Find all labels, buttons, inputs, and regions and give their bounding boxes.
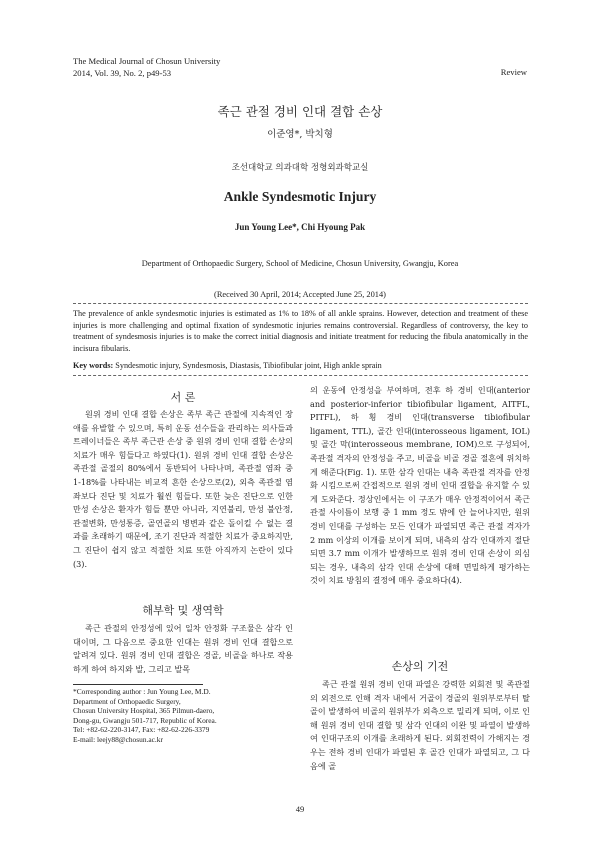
section-title-mechanism: 손상의 기전 (391, 660, 449, 673)
journal-name: The Medical Journal of Chosun University (73, 56, 221, 66)
footnote-line: Department of Orthopaedic Surgery, (73, 696, 181, 706)
article-type: Review (500, 67, 527, 77)
footnote-line: Chosun University Hospital, 365 Pilmun-daero, (73, 706, 215, 716)
footnote-line: *Corresponding author : Jun Young Lee, M.D. (73, 687, 211, 696)
divider-top (73, 303, 528, 304)
divider-bottom (73, 375, 528, 376)
anatomy-paragraph-cont: 의 운동에 안정성을 부여하며, 전후 하 경비 인대(anterior and posterior-inferior tibiofibular ligament, AITFL, PITFL), 하 횡 경비 인대(transverse tibiofibular ligament, TTL), 골간 인대(interosseous ligament, IOL) 및 골간 막(interosseous membrane, IOM)으로 구성되어, 족관절 격자의 안정성을 주고, 비골을 비골 경골 절흔에 위치하게 해준다(Fig. 1). 또한 삼각 인대는 내측 족관절 격자를 안정화 시킴으로써 간접적으로 원위 경비 인대 결합을 유지할 수 있게 도와준다. 정상인에서는 이 구조가 매우 안정적이어서 족근 관절 사이틈이 보행 중 1 mm 정도 밖에 안 늘어나지만, 원위 경비 인대를 구성하는 모든 인대가 파열되면 족근 관절 격자가 2 mm 이상의 이개를 보이게 되며, 내측의 삼각 인대까지 절단되면 3.7 mm 이개가 발생하므로 원위 경비 인대 손상이 의심되는 경우, 내측의 삼각 인대 손상에 대해 면밀하게 평가하는 것이 치료 방침의 결정에 매우 중요하다(4). (310, 385, 530, 586)
anatomy-body (73, 622, 293, 676)
english-authors: Jun Young Lee*, Chi Hyoung Pak (234, 222, 366, 232)
received-date: (Received 30 April, 2014; Accepted June 25, 2014) (214, 290, 386, 299)
footnote-line: Dong-gu, Gwangju 501-717, Republic of Korea. (73, 715, 217, 725)
intro-paragraph: 원위 경비 인대 결합 손상은 족부 족근 관절에 지속적인 장애를 유발할 수 있으며, 특히 운동 선수들을 관리하는 의사들과 트레이너들은 족부 족근관 손상 중 원위 경비 인대 결합 손상의 치료가 매우 힘들다고 하였다(1). 원위 경비 인대 결합 손상은 족관절 골절의 80%에서 동반되어 나타나며, 족관절 염좌 중 1-18%를 나타내는 비교적 흔한 손상으로(2), 외측 족관절 염좌보다 진단 및 치료가 훨씬 힘들다. 또한 늦은 진단으로 인한 만성 손상은 환자가 힘들 뿐만 아니라, 지연불리, 만성 불안정, 관절변화, 만성통증, 골연골의 병변과 같은 돌이킬 수 없는 결과를 초래하기 때문에, 조기 진단과 적절한 치료가 중요하지만, 그 진단이 쉽지 않고 적절한 치료 또한 아직까지 논란이 있다(3). (73, 409, 293, 569)
korean-title: 족근 관절 경비 인대 결합 손상 (217, 104, 383, 119)
journal-header (73, 55, 220, 79)
english-affiliation: Department of Orthopaedic Surgery, School of Medicine, Chosun University, Gwangju, Korea (141, 259, 459, 268)
mechanism-paragraph: 족근 관절 원위 경비 인대 파열은 강력한 외회전 및 족관절의 외전으로 인해 격자 내에서 거골이 경골의 원위부로부터 탈골이 발생하여 비골의 원위부가 외측으로 밀리게 되며, 이로 인해 원위 경비 인대 결합 및 삼각 인대의 이완 및 파열이 발생하여 인대구조의 이개를 초래하게 된다. 외회전력이 가해지는 경우는 전하 경비 인대가 파열된 후 골간 인대가 파열되고, 그 다음에 골 (310, 679, 530, 771)
footnote-line: Tel: +82-62-220-3147, Fax: +82-62-226-3379 (73, 725, 210, 735)
footnote (73, 687, 293, 745)
section-title-anatomy: 해부학 및 생역학 (142, 604, 224, 617)
page-number: 49 (295, 804, 305, 814)
journal-volume: 2014, Vol. 39, No. 2, p49-53 (73, 68, 172, 78)
keywords-text: Syndesmotic injury, Syndesmosis, Diastasis, Tibiofibular joint, High ankle sprain (115, 361, 382, 370)
keywords (73, 361, 528, 370)
abstract: The prevalence of ankle syndesmotic injuries is estimated as 1% to 18% of all ankle sprains. However, detection and treatment of these injuries is more challenging and optimal fixation of syndesmotic injuries remains controversial. Regardless of controversy, the key to treatment of syndesmosis injuries is to make the correct initial diagnosis and initiate treatment for reducing the fibula anatomically in the incisura fibularis. (73, 309, 528, 353)
intro-body (73, 408, 293, 571)
right-column-body (310, 384, 530, 588)
mechanism-body (310, 678, 530, 773)
footnote-rule (73, 684, 203, 685)
english-title: Ankle Syndesmotic Injury (223, 189, 377, 204)
anatomy-paragraph: 족근 관절의 안정성에 있어 일차 안정화 구조물은 삼각 인대이며, 그 다음으로 중요한 인대는 원위 경비 인대 결합으로 알려져 있다. 원위 경비 인대 결합은 경골, 비골을 하나로 작용하게 하여 하지와 발, 그리고 발목 (73, 623, 293, 674)
section-title-intro: 서 론 (170, 391, 196, 404)
footnote-line: E-mail: leejy88@chosun.ac.kr (73, 734, 163, 744)
keywords-label: Key words: (73, 361, 114, 370)
korean-affiliation: 조선대학교 의과대학 정형외과학교실 (231, 163, 369, 173)
korean-authors: 이준영*, 박치형 (267, 129, 333, 140)
